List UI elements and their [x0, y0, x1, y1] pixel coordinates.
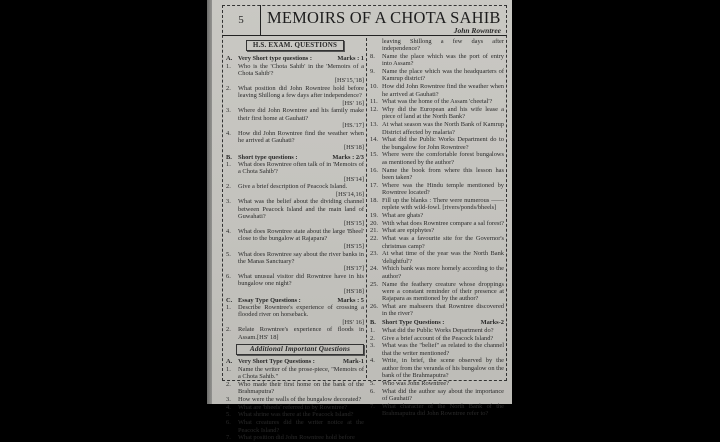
question-number: 19.: [370, 211, 378, 219]
question-item: [226, 107, 364, 129]
question-text: Name the book from where this lesson has been taken?: [382, 166, 504, 181]
question-text: Describe Rowntree's experience of crossing a flooded river on horseback. [HS' 16]: [238, 304, 364, 326]
question-number: 11.: [370, 98, 378, 106]
question-number: 7.: [370, 402, 375, 410]
question-text: What unusual visitor did Rowntree have in his bungalow one night? [HS'18]: [238, 272, 364, 295]
question-text: Give a brief description of Peacock Island. [HS'14,16]: [238, 183, 364, 198]
exam-reference: [HS'17]: [344, 265, 364, 273]
question-number: 1.: [226, 160, 231, 168]
question-number: 2.: [226, 326, 231, 334]
question-number: 18.: [370, 196, 378, 204]
question-text: Who is the 'Chota Sahib' in the 'Memoirs of a Chota Sahib'? [HS'15,'18]: [238, 62, 364, 85]
section-letter: A.: [226, 55, 233, 63]
question-text: How were the walls of the bungalow decorated?: [238, 395, 362, 403]
question-item: [226, 198, 364, 227]
question-item: [370, 220, 504, 227]
question-text: What position did John Rowntree hold before leaving Shillong a few days after independence? [HS' 16]: [238, 84, 364, 107]
question-item: [370, 357, 504, 379]
question-text: Who made their first home on the bank of the Brahmaputra?: [238, 380, 364, 396]
question-item: [370, 167, 504, 182]
section-marks: Mark-1: [343, 358, 364, 366]
exam-reference: [HS'14]: [344, 175, 364, 183]
question-item: [370, 151, 504, 166]
question-item: [370, 342, 504, 357]
exam-reference: [HS'18]: [344, 287, 364, 295]
question-item: [370, 250, 504, 265]
question-item: [370, 235, 504, 250]
question-item: [370, 53, 504, 68]
question-number: 23.: [370, 250, 378, 258]
question-item: [370, 388, 504, 403]
section-marks: Marks : 5: [337, 296, 364, 304]
question-text: Write, in brief, the scene observed by the author from the veranda of his bungalow on the bank of the Brahmaputra?: [382, 357, 504, 380]
left-column: [226, 38, 364, 442]
exam-reference: [HS'15]: [344, 220, 364, 228]
question-text: What are 'bheels' referred to by Rowntree?: [238, 403, 348, 411]
question-text: How did John Rowntree find the weather when he arrived at Gauhati?: [382, 83, 504, 98]
question-text: Where was the Hindu temple mentioned by Rowntree located?: [382, 181, 504, 196]
question-text: What did the author say about the importance of Gauhati?: [382, 387, 504, 402]
question-number: 25.: [370, 280, 378, 288]
question-number: 12.: [370, 106, 378, 114]
header-divider: [222, 35, 507, 36]
question-number: 21.: [370, 227, 378, 235]
question-item: [370, 327, 504, 334]
question-number: 4.: [370, 357, 375, 365]
question-text: What character of the North Bank of the Brahmaputra did John Rowntree refer to?: [382, 402, 504, 418]
question-text: With what does Rowntree compare a sal forest?: [382, 219, 505, 227]
question-text: Who was John Rowntree?: [382, 379, 449, 387]
question-text: Where were the comfortable forest bungalows as mentioned by the author?: [382, 151, 504, 166]
question-item: [226, 419, 364, 434]
section-letter: B.: [370, 319, 376, 327]
question-item: [226, 273, 364, 295]
question-item: [226, 161, 364, 183]
question-number: 6.: [226, 419, 231, 427]
question-text: What are mahseers that Rowntree discovered in the river?: [382, 302, 504, 318]
section-letter: C.: [226, 296, 233, 304]
question-number: 17.: [370, 181, 378, 189]
exam-reference: [HS'15]: [344, 242, 364, 250]
additional-questions-heading: Additional Important Questions: [236, 344, 364, 355]
exam-reference: [HS' 16]: [342, 318, 364, 326]
question-text: What was the belief about the dividing channel between Peacock Island and the main land of Guwahati? [HS'15]: [238, 198, 364, 228]
question-text: What did the Public Works Department do to the bungalow for John Rowntree?: [382, 136, 504, 151]
question-item: [370, 68, 504, 83]
question-number: 6.: [226, 272, 231, 280]
question-number: 4.: [226, 228, 231, 236]
question-text: Give a brief account of the Peacock Island?: [382, 334, 494, 342]
exam-reference: [HS.'17]: [342, 121, 364, 129]
question-text: Which bank was more homely according to the author?: [382, 265, 504, 280]
section-letter: B.: [226, 153, 232, 161]
section-title: Short type questions :: [238, 153, 298, 161]
question-text: What was the "belief" as related to the channel that the writer mentioned?: [382, 342, 504, 357]
question-item: [370, 403, 504, 418]
question-item: [226, 85, 364, 107]
question-number: 15.: [370, 151, 378, 159]
question-number: 22.: [370, 235, 378, 243]
question-text: How did John Rowntree find the weather when he arrived at Gauhati? [HS'18]: [238, 129, 364, 152]
question-text: Fill up the blanks : There were numerous —— replete with wild-fowl. [rivers/ponds/bheels]: [382, 196, 504, 212]
question-item: [370, 98, 504, 105]
question-number: 20.: [370, 219, 378, 227]
section-heading: [226, 297, 364, 304]
question-item: [370, 303, 504, 318]
exam-reference: [HS'15,'18]: [334, 77, 364, 85]
question-text: What shrine was there at the Peacock Island?: [238, 411, 354, 419]
question-item: [226, 228, 364, 250]
question-number: 3.: [226, 198, 231, 206]
question-item: [370, 136, 504, 151]
question-item: [226, 304, 364, 326]
question-item: [370, 281, 504, 303]
section-marks: Marks : 2/3: [332, 153, 364, 161]
question-text: What does Rowntree say about the river banks in the Manas Sanctuary? [HS'17]: [238, 250, 364, 273]
question-number: 3.: [226, 107, 231, 115]
column-divider: [366, 38, 367, 378]
section-title: Very Short type questions :: [238, 55, 312, 63]
section-title: Essay Type Questions :: [238, 296, 301, 304]
question-number: 13.: [370, 121, 378, 129]
question-number: 2.: [226, 84, 231, 92]
question-text: What creatures did the writer notice at the Peacock Island?: [238, 419, 364, 434]
question-item: [370, 83, 504, 98]
question-item: [370, 380, 504, 387]
section-heading: [226, 55, 364, 62]
question-item: [370, 121, 504, 136]
question-text: Relate Rowntree's experience of floods in Assam.[HS' 18]: [238, 326, 364, 341]
chapter-number: 5: [222, 5, 261, 35]
question-text: Name the place which was the headquarters of Kamrup district?: [382, 68, 504, 83]
question-number: 14.: [370, 136, 378, 144]
question-item: [226, 366, 364, 381]
section-title: Very Short Type Questions :: [238, 358, 315, 366]
question-number: 2.: [226, 380, 231, 388]
question-number: 4.: [226, 129, 231, 137]
question-number: 16.: [370, 166, 378, 174]
hs-exam-questions-heading: H.S. EXAM. QUESTIONS: [246, 40, 344, 51]
question-item: [226, 63, 364, 85]
question-item: [370, 265, 504, 280]
question-number: 4.: [226, 403, 231, 411]
question-number: 3.: [226, 395, 231, 403]
section-letter: A.: [226, 358, 233, 366]
question-number: 3.: [370, 342, 375, 350]
section-title: Short Type Questions :: [382, 319, 445, 327]
question-text: Where did John Rowntree and his family make their first home at Gauhati? [HS.'17]: [238, 107, 364, 129]
question-item: [370, 197, 504, 212]
chapter-header: [222, 5, 507, 35]
question-item: [370, 335, 504, 342]
question-number: 8.: [370, 53, 375, 61]
question-text: What are ghats?: [382, 211, 424, 219]
question-number: 1.: [226, 62, 231, 70]
chapter-title: MEMOIRS OF A CHOTA SAHIB: [267, 8, 501, 27]
question-item: [370, 106, 504, 121]
question-number: 24.: [370, 265, 378, 273]
question-number: 1.: [370, 326, 375, 334]
section-heading: [370, 319, 504, 326]
question-number: 9.: [370, 68, 375, 76]
question-number: 1.: [226, 365, 231, 373]
question-text: What does Rowntree often talk of in 'Memoirs of a Chota Sahib'? [HS'14]: [238, 160, 364, 183]
question-text: Name the feathery creature whose droppings were a constant reminder of their presence at Rajapara as mentioned by the author?: [382, 280, 504, 303]
question-item: [370, 182, 504, 197]
question-number: 5.: [226, 250, 231, 258]
exam-reference: [HS'18]: [344, 144, 364, 152]
question-number: 5.: [226, 411, 231, 419]
section-heading: [226, 358, 364, 365]
question-item: [226, 130, 364, 152]
section-marks: Marks : 1: [337, 55, 364, 63]
question-text: What does Rowntree state about the large 'Bheel' close to the bungalow at Rajapara? [HS'15]: [238, 228, 364, 250]
right-column: [370, 38, 504, 418]
section-heading: [226, 154, 364, 161]
question-item: [226, 381, 364, 396]
question-number: 10.: [370, 83, 378, 91]
question-text: Name the writer of the prose-piece, "Memoirs of a Chota Sahib.": [238, 365, 364, 380]
question-text: What position did John Rowntree hold before: [238, 434, 355, 442]
exam-reference: [HS'14,16]: [336, 190, 364, 198]
chapter-author: John Rowntree: [453, 26, 501, 35]
question-item: [226, 404, 364, 411]
question-text: At what season was the North Bank of Kamrup District affected by malaria?: [382, 121, 504, 136]
question-item: [370, 212, 504, 219]
question-text: Why did the European and his wife lease a piece of land at the North Bank?: [382, 106, 504, 121]
question-item: [226, 326, 364, 341]
textbook-page: [212, 0, 512, 442]
question-item: [370, 227, 504, 234]
question-text: Name the place which was the port of entry into Assam?: [382, 53, 504, 68]
question-number: 6.: [370, 387, 375, 395]
exam-reference: [HS' 16]: [342, 99, 364, 107]
question-item: [226, 434, 364, 441]
question-text: What are epiphytes?: [382, 227, 435, 235]
continued-question: leaving Shillong a few days after independence?: [382, 38, 504, 53]
question-number: 1.: [226, 304, 231, 312]
question-item: [226, 411, 364, 418]
question-text: What did the Public Works Department do?: [382, 326, 494, 334]
question-number: 2.: [226, 183, 231, 191]
question-number: 7.: [226, 434, 231, 442]
question-number: 5.: [370, 379, 375, 387]
question-item: [226, 396, 364, 403]
section-marks: Marks-2: [480, 319, 504, 327]
question-text: What was a favourite site for the Governor's christmas camp?: [382, 235, 504, 250]
question-item: [226, 183, 364, 198]
question-item: [226, 251, 364, 273]
question-number: 2.: [370, 334, 375, 342]
question-text: At what time of the year was the North Bank 'delightful'?: [382, 250, 504, 265]
question-text: What was the home of the Assam 'cheetal'?: [382, 98, 493, 106]
question-number: 26.: [370, 302, 378, 310]
